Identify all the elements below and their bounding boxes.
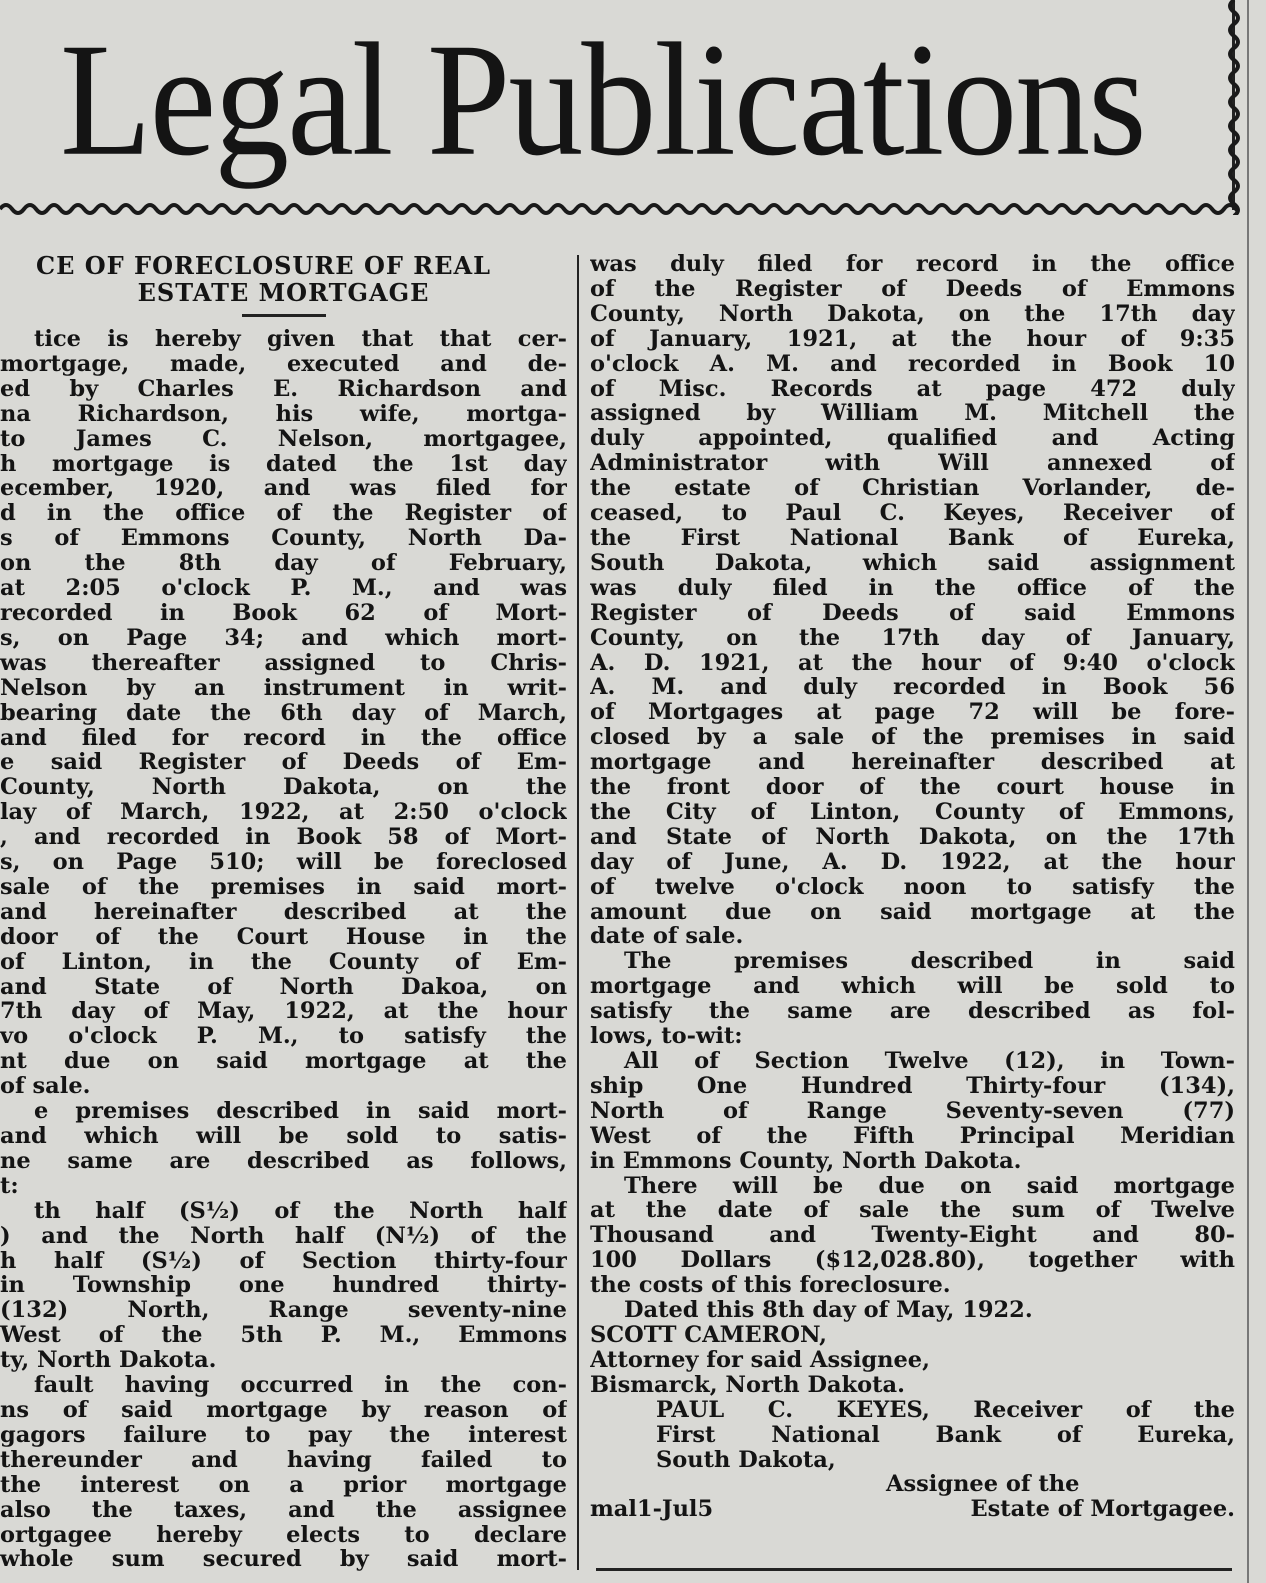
text-line: was thereafter assigned to Chris- <box>0 649 567 676</box>
masthead <box>0 0 1235 210</box>
text-line: lows, to-wit: <box>590 1023 743 1050</box>
text-line: s of Emmons County, North Da- <box>0 525 567 552</box>
text-line: t: <box>0 1172 19 1199</box>
text-line: ecember, 1920, and was filed for <box>0 475 567 502</box>
text-line: in Township one hundred thirty- <box>0 1272 567 1299</box>
text-line: Nelson by an instrument in writ- <box>0 674 567 701</box>
text-line: West of the 5th P. M., Emmons <box>0 1322 567 1349</box>
text-line: South Dakota, which said assignment <box>590 549 1235 576</box>
text-line: Administrator with Will annexed of <box>590 450 1235 477</box>
legal-description <box>590 1049 1235 1174</box>
text-line: recorded in Book 62 of Mort- <box>0 599 567 626</box>
attorney-title: Attorney for said Assignee, <box>590 1346 930 1373</box>
assignee-estate: Estate of Mortgagee. <box>970 1496 1235 1523</box>
text-line: satisfy the same are described as fol- <box>590 998 1235 1025</box>
text-line: mortgage and hereinafter described at <box>590 749 1235 776</box>
receiver-line: PAUL C. KEYES, Receiver of the <box>656 1396 1235 1423</box>
amount-due-paragraph <box>590 1174 1235 1299</box>
text-line: ceased, to Paul C. Keyes, Receiver of <box>590 500 1235 527</box>
premises-paragraph <box>590 949 1235 1049</box>
text-line: and filed for record in the office <box>0 724 567 751</box>
masthead-title: Legal Publications <box>60 10 1145 190</box>
text-line: in Emmons County, North Dakota. <box>590 1147 1022 1174</box>
text-line: A. M. and duly recorded in Book 56 <box>590 674 1235 701</box>
text-line: and which will be sold to satis- <box>0 1123 567 1149</box>
text-line: was duly filed for record in the office <box>590 252 1235 277</box>
text-line: All of Section Twelve (12), in Town- <box>624 1048 1235 1074</box>
text-line: ne same are described as follows, <box>0 1147 567 1174</box>
heading-divider <box>242 314 326 317</box>
right-column-text <box>590 252 1235 949</box>
attorney-city: Bismarck, North Dakota. <box>590 1371 905 1398</box>
text-line: e premises described in said mort- <box>34 1098 567 1125</box>
text-line: A. D. 1921, at the hour of 9:40 o'clock <box>590 649 1235 676</box>
text-line: s, on Page 510; will be foreclosed <box>0 849 567 876</box>
left-column-text <box>0 327 567 1572</box>
text-line: (132) North, Range seventy-nine <box>0 1297 567 1324</box>
text-line: vo o'clock P. M., to satisfy the <box>0 1023 567 1050</box>
text-line: the interest on a prior mortgage <box>0 1471 567 1498</box>
text-line: h half (S½) of Section thirty-four <box>0 1247 567 1274</box>
text-line: There will be due on said mortgage <box>624 1172 1235 1199</box>
notice-subheading: ESTATE MORTGAGE <box>137 278 430 307</box>
text-line: e said Register of Deeds of Em- <box>0 749 567 776</box>
right-column <box>590 252 1235 1577</box>
wavy-border-right <box>1222 0 1246 215</box>
text-line: sale of the premises in said mort- <box>0 873 567 900</box>
text-line: County, North Dakota, on the <box>0 774 567 801</box>
state-line: South Dakota, <box>656 1446 836 1473</box>
text-line: d in the office of the Register of <box>0 500 567 527</box>
text-line: date of sale. <box>590 923 744 950</box>
text-line: on the 8th day of February, <box>0 550 567 577</box>
text-line: the City of Linton, County of Emmons, <box>590 798 1235 825</box>
text-line: to James C. Nelson, mortgagee, <box>0 425 567 452</box>
text-line: whole sum secured by said mort- <box>0 1546 567 1573</box>
text-line: ed by Charles E. Richardson and <box>0 375 567 402</box>
text-line: Thousand and Twenty-Eight and 80- <box>590 1222 1235 1249</box>
text-line: the First National Bank of Eureka, <box>590 524 1235 551</box>
text-line: County, North Dakota, on the 17th day <box>590 300 1235 327</box>
text-line: s, on Page 34; and which mort- <box>0 624 567 651</box>
column-divider <box>577 255 579 1570</box>
text-line: was duly filed in the office of the <box>590 574 1235 601</box>
text-line: of Misc. Records at page 472 duly <box>590 375 1235 402</box>
text-line: at 2:05 o'clock P. M., and was <box>0 575 567 602</box>
text-line: o'clock A. M. and recorded in Book 10 <box>590 350 1235 377</box>
bank-line: First National Bank of Eureka, <box>656 1421 1235 1448</box>
text-line: mortgage and which will be sold to <box>590 973 1235 1000</box>
text-line: assigned by William M. Mitchell the <box>590 400 1235 427</box>
text-line: th half (S½) of the North half <box>34 1197 567 1224</box>
text-line: mortgage, made, executed and de- <box>0 350 567 377</box>
text-line: the costs of this foreclosure. <box>590 1272 951 1299</box>
notice-heading: CE OF FORECLOSURE OF REAL <box>35 252 491 280</box>
text-line: of Linton, in the County of Em- <box>0 948 567 975</box>
text-line: also the taxes, and the assignee <box>0 1496 567 1523</box>
text-line: nt due on said mortgage at the <box>0 1048 567 1075</box>
text-line: of Mortgages at page 72 will be fore- <box>590 699 1235 726</box>
text-line: of the Register of Deeds of Emmons <box>590 275 1235 302</box>
page-edge-rule <box>1247 0 1249 1583</box>
text-line: County, on the 17th day of January, <box>590 624 1235 651</box>
text-line: and State of North Dakoa, on <box>0 973 567 1000</box>
signature-footer <box>590 1497 1235 1522</box>
text-line: amount due on said mortgage at the <box>590 898 1235 925</box>
text-line: ty, North Dakota. <box>0 1347 217 1374</box>
text-line: Register of Deeds of said Emmons <box>590 599 1235 626</box>
text-line: of twelve o'clock noon to satisfy the <box>590 873 1235 900</box>
text-line: of January, 1921, at the hour of 9:35 <box>590 325 1235 352</box>
attorney-name: SCOTT CAMERON, <box>590 1321 827 1348</box>
text-line: lay of March, 1922, at 2:50 o'clock <box>0 799 567 826</box>
text-line: duly appointed, qualified and Acting <box>590 425 1235 452</box>
text-line: day of June, A. D. 1922, at the hour <box>590 848 1235 875</box>
text-line: the front door of the court house in <box>590 774 1235 801</box>
text-line: ortgagee hereby elects to declare <box>0 1521 567 1548</box>
bottom-rule <box>596 1568 1232 1571</box>
text-line: bearing date the 6th day of March, <box>0 699 567 726</box>
text-line: na Richardson, his wife, mortga- <box>0 400 567 427</box>
text-line: 100 Dollars ($12,028.80), together with <box>590 1247 1235 1274</box>
text-line: ns of said mortgage by reason of <box>0 1396 567 1423</box>
text-line: 7th day of May, 1922, at the hour <box>0 998 567 1025</box>
text-line: at the date of sale the sum of Twelve <box>590 1197 1235 1224</box>
text-line: The premises described in said <box>624 948 1235 975</box>
left-column <box>0 252 567 1577</box>
text-line: West of the Fifth Principal Meridian <box>590 1122 1235 1149</box>
dated-line: Dated this 8th day of May, 1922. <box>624 1297 1033 1324</box>
text-line: closed by a sale of the premises in said <box>590 724 1235 751</box>
text-line: North of Range Seventy-seven (77) <box>590 1097 1235 1124</box>
run-dates: mal1-Jul5 <box>590 1496 714 1523</box>
text-line: fault having occurred in the con- <box>34 1372 567 1399</box>
text-line: , and recorded in Book 58 of Mort- <box>0 824 567 851</box>
text-line: door of the Court House in the <box>0 923 567 950</box>
text-line: tice is hereby given that that cer- <box>34 326 567 352</box>
text-line: of sale. <box>0 1073 91 1100</box>
text-line: and hereinafter described at the <box>0 898 567 925</box>
text-line: ) and the North half (N½) of the <box>0 1222 567 1249</box>
assignee-line: Assignee of the <box>886 1471 1080 1498</box>
text-line: gagors failure to pay the interest <box>0 1421 567 1448</box>
text-line: h mortgage is dated the 1st day <box>0 450 567 477</box>
text-line: ship One Hundred Thirty-four (134), <box>590 1072 1235 1099</box>
text-line: and State of North Dakota, on the 17th <box>590 823 1235 850</box>
text-line: thereunder and having failed to <box>0 1446 567 1473</box>
wavy-border <box>0 196 1236 222</box>
text-line: the estate of Christian Vorlander, de- <box>590 475 1235 502</box>
